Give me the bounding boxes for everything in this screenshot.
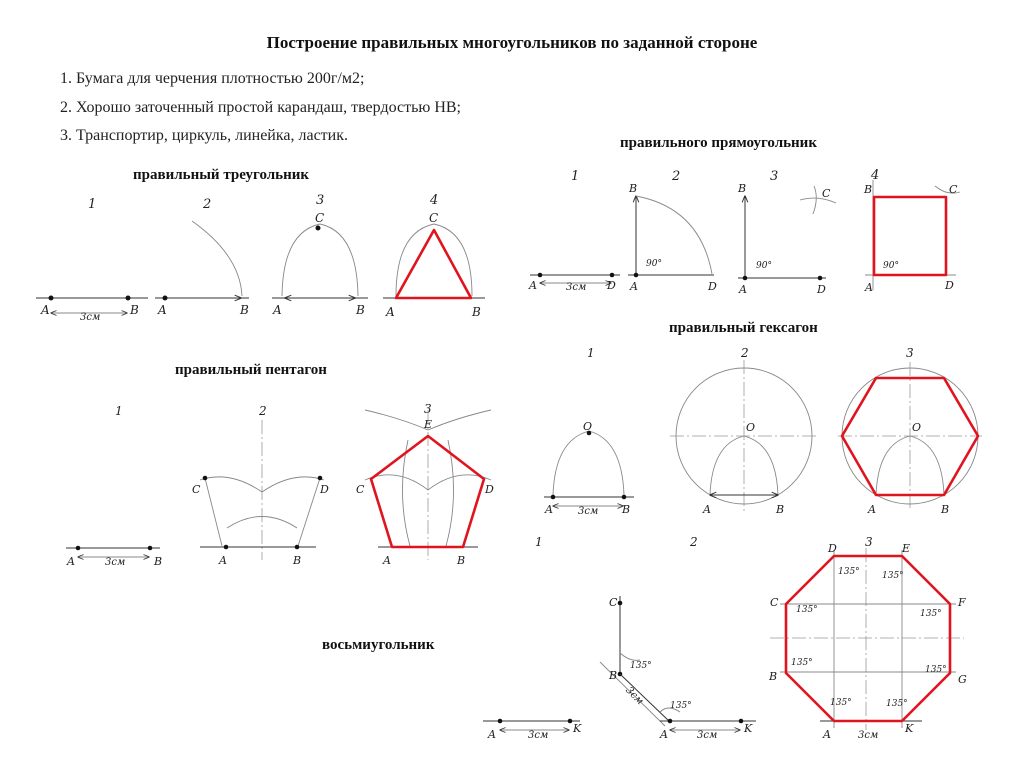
- pentagon-step2-label-c: C: [192, 483, 201, 496]
- triangle-step4-arcs: [396, 224, 472, 296]
- octagon-step3-label-d: D: [828, 542, 837, 555]
- hexagon-step3-label-a: A: [868, 503, 876, 516]
- square-step4-label-c: C: [949, 183, 958, 196]
- octagon-angle-b: 135°: [791, 658, 813, 668]
- octagon-step2-label-c: C: [609, 596, 618, 609]
- octagon-angle-f: 135°: [920, 609, 942, 619]
- triangle-step4-label-c: C: [429, 211, 439, 225]
- octagon-step-1: 1: [535, 535, 543, 549]
- octagon-step3-label-g: G: [958, 673, 967, 686]
- hexagon-step1-label-b: B: [622, 503, 631, 516]
- pentagon-step-1: 1: [115, 404, 123, 418]
- triangle-step3-point-c: [316, 226, 321, 231]
- hexagon-step3-arcs: [876, 436, 944, 495]
- octagon-step2-point-a: [668, 719, 673, 724]
- triangle-step1-length: 3см: [80, 312, 101, 323]
- triangle-step4-label-a: A: [386, 305, 395, 319]
- octagon-step1-length: 3см: [528, 730, 549, 741]
- square-step1-point-a: [538, 273, 543, 278]
- pentagon-step2-label-a: A: [219, 554, 227, 567]
- square-step3-label-d: D: [817, 283, 826, 296]
- pentagon-step1-label-b: B: [154, 555, 163, 568]
- pentagon-step2-point-b: [295, 545, 300, 550]
- octagon-angle-a: 135°: [830, 698, 852, 708]
- pentagon-step2-point-a: [224, 545, 229, 550]
- pentagon-step1-point-b: [148, 546, 153, 551]
- hexagon-step1-arcs: [553, 431, 624, 495]
- square-step1-label-d: D: [607, 279, 616, 292]
- pentagon-step3-label-d: D: [485, 483, 494, 496]
- requirement-3: 3. Транспортир, циркуль, линейка, ластик.: [60, 127, 349, 144]
- square-construction: [528, 168, 960, 296]
- hexagon-step1-length: 3см: [578, 506, 599, 517]
- pentagon-step-2: 2: [259, 404, 267, 418]
- pentagon-step3-label-c: C: [356, 483, 365, 496]
- octagon-step3-label-f: F: [958, 596, 966, 609]
- octagon-step3-length: 3см: [858, 730, 879, 741]
- pentagon-step2-label-b: B: [293, 554, 302, 567]
- triangle-result: [396, 230, 471, 298]
- hexagon-step1-label-a: A: [545, 503, 553, 516]
- heading-octagon: восьмиугольник: [322, 637, 435, 653]
- hexagon-step1-point-a: [551, 495, 556, 500]
- triangle-step2-arc: [192, 221, 242, 296]
- triangle-step-1: 1: [88, 197, 97, 212]
- triangle-step3-label-b: B: [356, 303, 365, 317]
- octagon-step2-diag-length: 3см: [623, 684, 646, 708]
- octagon-step3-label-k: K: [905, 722, 914, 735]
- heading-pentagon: правильный пентагон: [175, 362, 327, 378]
- octagon-step2-label-k: K: [744, 722, 753, 735]
- octagon-step2-angle-arc-1: [620, 653, 640, 660]
- pentagon-step2-label-d: D: [320, 483, 329, 496]
- pentagon-step-3: 3: [424, 402, 432, 416]
- octagon-step2-label-b: B: [609, 669, 618, 682]
- triangle-step-3: 3: [316, 193, 325, 208]
- triangle-step3-label-c: C: [315, 211, 325, 225]
- octagon-step3-label-e: E: [902, 542, 911, 555]
- heading-triangle: правильный треугольник: [133, 167, 310, 183]
- requirement-1: 1. Бумага для черчения плотностью 200г/м2;: [60, 70, 365, 87]
- triangle-step2-label-b: B: [240, 303, 249, 317]
- square-step-4: 4: [871, 168, 880, 183]
- octagon-step1-label-a: A: [488, 728, 496, 741]
- octagon-angle-e: 135°: [882, 571, 904, 581]
- square-step-1: 1: [571, 169, 580, 184]
- triangle-step-2: 2: [203, 197, 212, 212]
- octagon-step1-point-k: [568, 719, 573, 724]
- hexagon-step2-label-a: A: [703, 503, 711, 516]
- square-step1-label-a: A: [529, 279, 537, 292]
- octagon-step2-angle-2: 135°: [670, 701, 692, 711]
- octagon-angle-c: 135°: [796, 605, 818, 615]
- square-step4-angle: 90°: [883, 261, 899, 271]
- square-step3-arc-2: [813, 186, 816, 214]
- octagon-step-3: 3: [865, 535, 873, 549]
- square-step2-angle: 90°: [646, 259, 662, 269]
- square-step1-length: 3см: [566, 282, 587, 293]
- slide-title: Построение правильных многоугольников по заданной стороне: [266, 33, 758, 52]
- hexagon-step1-label-o: O: [583, 420, 593, 433]
- octagon-angle-d: 135°: [838, 567, 860, 577]
- pentagon-step1-length: 3см: [105, 557, 126, 568]
- triangle-construction: [36, 193, 485, 323]
- square-step3-label-a: A: [739, 283, 747, 296]
- triangle-step2-label-a: A: [158, 303, 167, 317]
- square-step-2: 2: [672, 169, 681, 184]
- square-step-3: 3: [770, 169, 779, 184]
- square-step2-label-d: D: [708, 280, 717, 293]
- octagon-step2-point-k: [739, 719, 744, 724]
- pentagon-step2-point-d: [318, 476, 323, 481]
- octagon-step-2: 2: [690, 535, 698, 549]
- square-step3-label-c: C: [822, 187, 831, 200]
- pentagon-step2-point-c: [203, 476, 208, 481]
- hexagon-step-2: 2: [741, 346, 749, 360]
- hexagon-construction: [544, 346, 982, 517]
- hexagon-step2-label-b: B: [776, 503, 785, 516]
- triangle-step1-label-a: A: [41, 303, 50, 317]
- triangle-step2-point-a: [163, 296, 168, 301]
- hexagon-step1-point-b: [622, 495, 627, 500]
- square-step1-point-d: [610, 273, 615, 278]
- square-step4-label-d: D: [945, 279, 954, 292]
- triangle-step-4: 4: [430, 193, 439, 208]
- octagon-step3-label-a: A: [823, 728, 831, 741]
- pentagon-step1-point-a: [76, 546, 81, 551]
- pentagon-step1-label-a: A: [67, 555, 75, 568]
- square-step4-label-b: B: [864, 183, 873, 196]
- hexagon-step-3: 3: [906, 346, 914, 360]
- pentagon-construction: [66, 402, 494, 568]
- hexagon-step3-label-o: O: [912, 421, 922, 434]
- heading-rectangle: правильного прямоугольник: [620, 135, 817, 151]
- triangle-step1-label-b: B: [130, 303, 139, 317]
- pentagon-step3-label-e: E: [424, 418, 433, 431]
- triangle-step3-arcs: [282, 224, 358, 296]
- pentagon-step3-label-a: A: [383, 554, 391, 567]
- hexagon-step2-label-o: O: [746, 421, 756, 434]
- hexagon-step3-label-b: B: [941, 503, 950, 516]
- octagon-step3-label-c: C: [770, 596, 779, 609]
- square-step3-angle: 90°: [756, 261, 772, 271]
- octagon-step1-point-a: [498, 719, 503, 724]
- octagon-result: [786, 556, 950, 721]
- octagon-step2-angle-1: 135°: [630, 661, 652, 671]
- square-step3-label-b: B: [738, 182, 747, 195]
- hexagon-step-1: 1: [587, 346, 595, 360]
- triangle-step1-point-b: [126, 296, 131, 301]
- square-step3-arc-1: [800, 198, 836, 203]
- octagon-step2-point-c: [618, 601, 623, 606]
- pentagon-result: [371, 436, 484, 547]
- pentagon-step2-sides: [205, 478, 320, 546]
- square-step3-point-a: [743, 276, 748, 281]
- octagon-construction: [483, 535, 967, 741]
- octagon-step1-label-k: K: [573, 722, 582, 735]
- square-step2-point-a: [634, 273, 639, 278]
- octagon-angle-k: 135°: [886, 699, 908, 709]
- octagon-step2-length: 3см: [697, 730, 718, 741]
- octagon-step2-label-a: A: [660, 728, 668, 741]
- octagon-step3-label-b: B: [769, 670, 778, 683]
- octagon-angle-g: 135°: [925, 665, 947, 675]
- square-step3-point-d: [818, 276, 823, 281]
- square-step4-label-a: A: [865, 281, 873, 294]
- triangle-step3-label-a: A: [273, 303, 282, 317]
- heading-hexagon: правильный гексагон: [669, 320, 818, 336]
- square-step2-label-b: B: [629, 182, 638, 195]
- triangle-step1-point-a: [49, 296, 54, 301]
- triangle-step4-label-b: B: [472, 305, 481, 319]
- pentagon-step3-label-b: B: [457, 554, 466, 567]
- square-step2-label-a: A: [630, 280, 638, 293]
- requirement-2: 2. Хорошо заточенный простой карандаш, твердостью НВ;: [60, 99, 461, 116]
